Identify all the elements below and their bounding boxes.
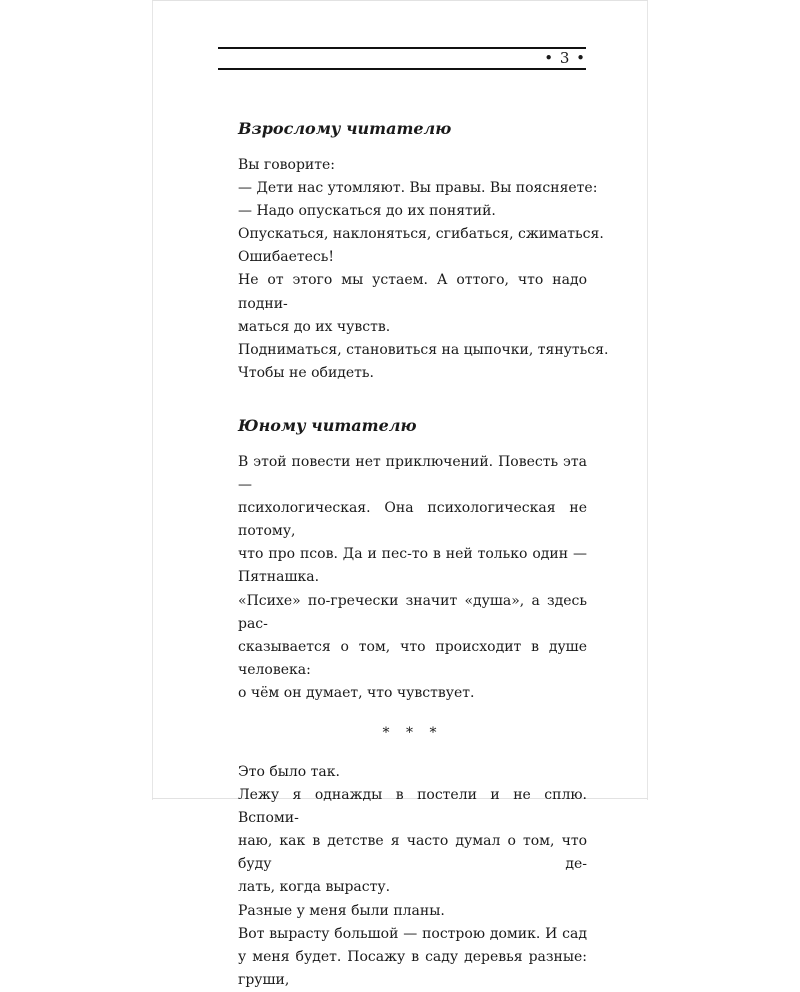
section-young-text	[238, 451, 587, 705]
page-number: • 3 •	[544, 49, 586, 67]
text-line: у меня будет. Посажу в саду деревья разные: груши,	[238, 948, 587, 988]
text-line: что про псов. Да и пес-то в ней только один —	[238, 546, 587, 563]
text-line: Не от этого мы устаем. А оттого, что надо подни-	[238, 272, 587, 312]
text-line: о чём он думает, что чувствует.	[238, 684, 475, 701]
sheet-top-edge	[152, 0, 648, 1]
text-line: наю, как в детстве я часто думал о том, что буду де-	[238, 833, 587, 873]
text-line: маться до их чувств.	[238, 318, 391, 335]
story-text	[238, 761, 587, 992]
heading-young-reader: Юному читателю	[238, 415, 417, 435]
header-rule-bottom	[218, 68, 586, 70]
section-adult-text	[238, 154, 609, 385]
text-line: Опускаться, наклоняться, сгибаться, сжиматься.	[238, 226, 604, 243]
text-line: — Дети нас утомляют. Вы правы. Вы поясняете:	[238, 180, 598, 197]
text-line: лать, когда вырасту.	[238, 879, 391, 896]
section-separator: * * *	[382, 724, 443, 741]
text-line: психологическая. Она психологическая не потому,	[238, 500, 587, 540]
text-line: В этой повести нет приключений. Повесть эта —	[238, 453, 587, 494]
text-line: — Надо опускаться до их понятий.	[238, 203, 496, 220]
text-line: «Психе» по-гречески значит «душа», а здесь рас-	[238, 592, 587, 632]
text-line: Подниматься, становиться на цыпочки, тянуться.	[238, 341, 609, 358]
heading-adult-reader: Взрослому читателю	[238, 119, 452, 138]
text-line: Разные у меня были планы.	[238, 902, 445, 919]
text-line: Вот вырасту большой — построю домик. И сад	[238, 925, 587, 942]
text-line: Чтобы не обидеть.	[238, 364, 374, 381]
text-line: сказывается о том, что происходит в душе человека:	[238, 638, 587, 678]
text-line: Пятнашка.	[238, 569, 320, 586]
text-line: Вы говорите:	[238, 157, 335, 173]
text-line: Лежу я однажды в постели и не сплю. Вспоми-	[238, 787, 587, 827]
page-content	[238, 118, 609, 992]
text-line: Ошибаетесь!	[238, 249, 335, 266]
text-line: Это было так.	[238, 763, 340, 780]
